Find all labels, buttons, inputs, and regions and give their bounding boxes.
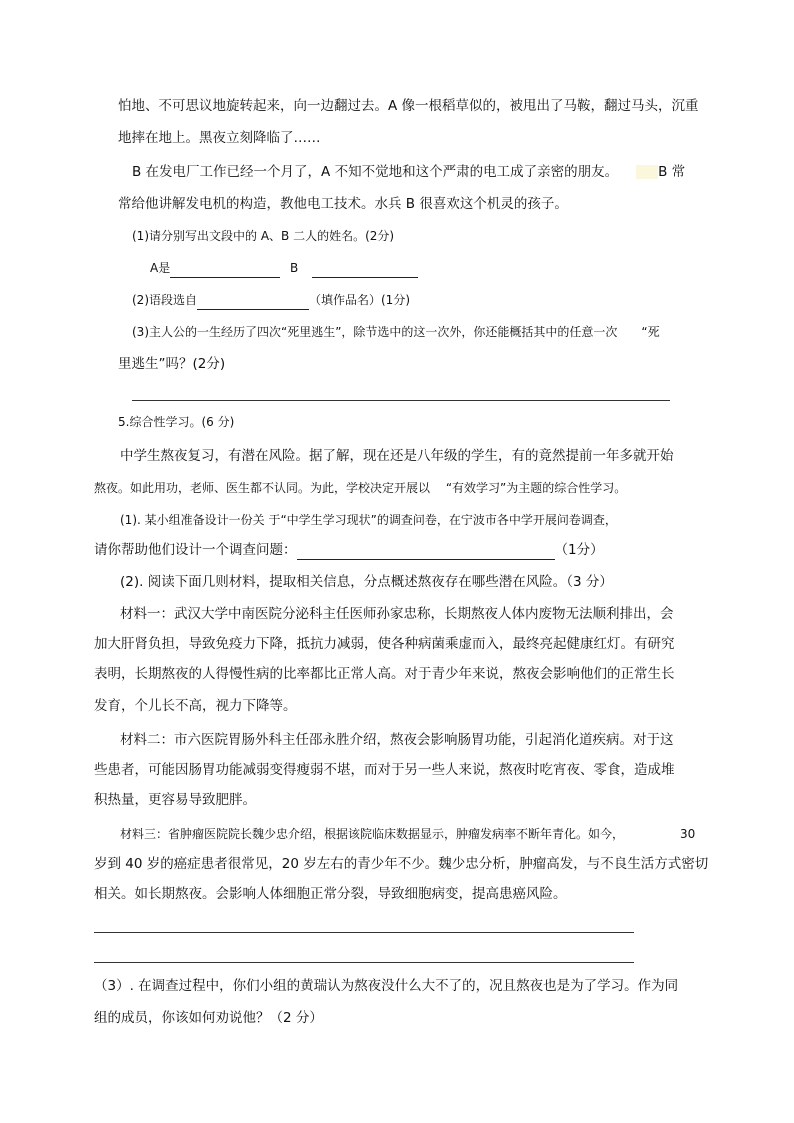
highlight-mark: [636, 165, 658, 179]
material-line: 积热量，更容易导致肥胖。: [94, 792, 256, 808]
q5-sub1-prompt: (1). 某小组准备设计一份关 于“中学生学习现状”的调查问卷，在宁波市各中学开展问卷调查，: [120, 513, 617, 527]
survey-question-blank[interactable]: [297, 545, 555, 560]
answer-a-blank[interactable]: [170, 263, 280, 278]
material-line: 材料一：武汉大学中南医院分泌科主任医师孙家忠称，长期熬夜人体内废物无法顺利排出，会: [120, 606, 674, 622]
q5-sub1-text: 请你帮助他们设计一个调查问题：: [94, 542, 297, 558]
q4-sub2-text: (2)语段选自: [132, 293, 197, 307]
material-line: 发育，个儿长不高，视力下降等。: [94, 698, 297, 714]
material-line: 材料三：省肿瘤医院院长魏少忠介绍，根据该院临床数据显示，肿瘤发病率不断年青化。如今，: [120, 827, 625, 841]
q5-sub3-prompt: （3）. 在调查过程中，你们小组的黄瑞认为熬夜没什么大不了的，况且熬夜也是为了学习。作为同: [94, 978, 679, 994]
story-text: B 在发电厂工作已经一个月了，A 不知不觉地和这个严肃的电工成了亲密的朋友。: [132, 164, 619, 180]
material-line: 相关。如长期熬夜。会影响人体细胞正常分裂，导致细胞病变，提高患癌风险。: [94, 886, 567, 902]
answer-b-label: B: [290, 261, 299, 275]
answer-line[interactable]: [94, 932, 634, 933]
q4-sub1-answer-row: [150, 258, 418, 278]
material-line: 表明，长期熬夜的人得慢性病的比率都比正常人高。对于青少年来说，熬夜会影响他们的正常生长: [94, 666, 675, 682]
story-text: B 常: [658, 164, 686, 180]
q5-sub1-answer-row: [94, 540, 604, 560]
q4-sub3-prompt: (3)主人公的一生经历了四次“死里逃生”，除节选中的这一次外，你还能概括其中的任意一次 “死: [132, 325, 660, 339]
material-number: 30: [680, 827, 696, 841]
material-line: 加大肝肾负担，导致免疫力下降，抵抗力减弱，使各种病菌乘虚而入，最终亮起健康红灯。有研究: [94, 636, 675, 652]
answer-a-label: A是: [150, 261, 171, 275]
q5-sub3-prompt: 组的成员，你该如何劝说他？（2 分）: [94, 1010, 323, 1026]
work-title-blank[interactable]: [197, 295, 309, 310]
material-line: 材料二：市六医院胃肠外科主任邵永胜介绍，熬夜会影响肠胃功能，引起消化道疾病。对于这: [120, 732, 674, 748]
story-line: 常给他讲解发电机的构造，教他电工技术。水兵 B 很喜欢这个机灵的孩子。: [118, 196, 568, 212]
story-line: [132, 162, 685, 182]
q5-intro: 中学生熬夜复习，有潜在风险。据了解，现在还是八年级的学生，有的竟然提前一年多就开始: [120, 448, 674, 464]
answer-line[interactable]: [132, 400, 670, 401]
material-line: 岁到 40 岁的癌症患者很常见，20 岁左右的青少年不少。魏少忠分析，肿瘤高发，与不良生活方式密切: [94, 856, 709, 872]
q5-sub1-score: （1分）: [554, 542, 604, 558]
story-line: 地摔在地上。黑夜立刻降临了……: [118, 130, 321, 146]
material-line: 些患者，可能因肠胃功能减弱变得瘦弱不堪，而对于另一些人来说，熬夜时吃宵夜、零食，造成堆: [94, 762, 675, 778]
q4-sub2-prompt: [132, 290, 410, 310]
q4-sub1-prompt: (1)请分别写出文段中的 A、B 二人的姓名。(2分): [132, 229, 395, 243]
story-line: 怕地、不可思议地旋转起来，向一边翻过去。A 像一根稻草似的，被甩出了马鞍，翻过马头，沉重: [118, 98, 699, 114]
q5-title: 5.综合性学习。(6 分): [118, 415, 235, 429]
q5-intro: 熬夜。如此用功，老师、医生都不认同。为此，学校决定开展以 “有效学习”为主题的综合性学习。: [94, 481, 627, 495]
q5-sub2-prompt: (2). 阅读下面几则材料，提取相关信息，分点概述熬夜存在哪些潜在风险。（3 分）: [120, 574, 613, 590]
q4-sub3-prompt: 里逃生”吗？(2分): [118, 356, 226, 372]
answer-b-blank[interactable]: [312, 263, 418, 278]
answer-line[interactable]: [94, 962, 634, 963]
q4-sub2-text: （填作品名）(1分): [309, 293, 410, 307]
